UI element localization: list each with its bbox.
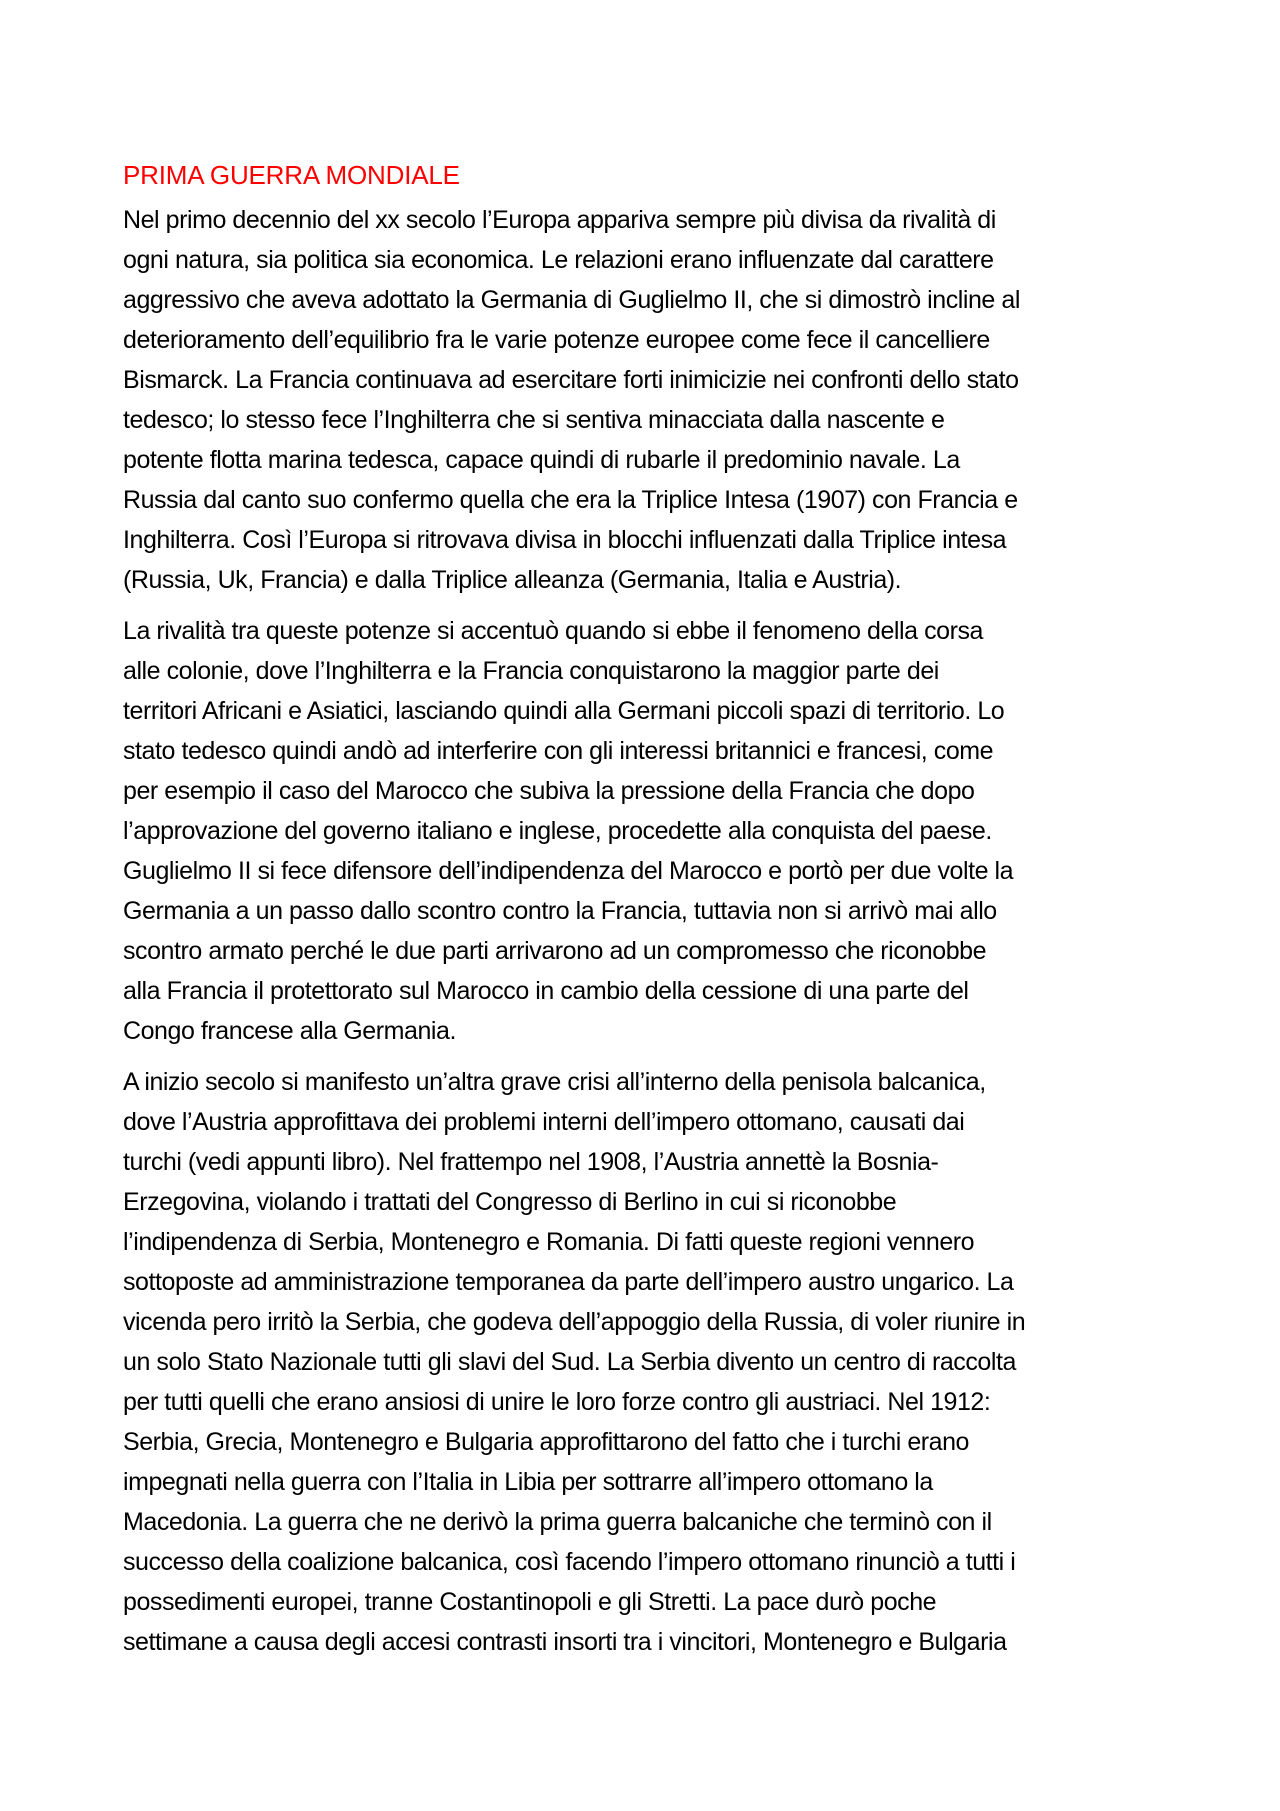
paragraph-1 bbox=[123, 200, 1177, 600]
paragraph-3 bbox=[123, 1062, 1177, 1662]
text-line: aggressivo che aveva adottato la Germania di Guglielmo II, che si dimostrò incline al bbox=[123, 286, 1020, 314]
text-line: potente flotta marina tedesca, capace quindi di rubarle il predominio navale. La bbox=[123, 446, 960, 474]
text-line: alle colonie, dove l’Inghilterra e la Francia conquistarono la maggior parte dei bbox=[123, 657, 939, 685]
paragraph-2 bbox=[123, 611, 1177, 1051]
text-line: Congo francese alla Germania. bbox=[123, 1017, 456, 1045]
text-line: Bismarck. La Francia continuava ad esercitare forti inimicizie nei confronti dello stato bbox=[123, 366, 1019, 394]
text-line: deterioramento dell’equilibrio fra le varie potenze europee come fece il cancelliere bbox=[123, 326, 990, 354]
text-line: tedesco; lo stesso fece l’Inghilterra che si sentiva minacciata dalla nascente e bbox=[123, 406, 945, 434]
text-line: ogni natura, sia politica sia economica. Le relazioni erano influenzate dal carattere bbox=[123, 246, 994, 274]
text-line: vicenda pero irritò la Serbia, che godeva dell’appoggio della Russia, di voler riunire in bbox=[123, 1308, 1026, 1336]
text-line: successo della coalizione balcanica, così facendo l’impero ottomano rinunciò a tutti i bbox=[123, 1548, 1016, 1576]
text-line: per esempio il caso del Marocco che subiva la pressione della Francia che dopo bbox=[123, 777, 975, 805]
text-line: La rivalità tra queste potenze si accentuò quando si ebbe il fenomeno della corsa bbox=[123, 617, 983, 645]
text-line: territori Africani e Asiatici, lasciando quindi alla Germani piccoli spazi di territorio. Lo bbox=[123, 697, 1005, 725]
text-line: impegnati nella guerra con l’Italia in Libia per sottrarre all’impero ottomano la bbox=[123, 1468, 933, 1496]
text-line: sottoposte ad amministrazione temporanea da parte dell’impero austro ungarico. La bbox=[123, 1268, 1014, 1296]
text-line: Germania a un passo dallo scontro contro la Francia, tuttavia non si arrivò mai allo bbox=[123, 897, 997, 925]
text-line: Nel primo decennio del xx secolo l’Europa appariva sempre più divisa da rivalità di bbox=[123, 206, 996, 234]
text-line: dove l’Austria approfittava dei problemi interni dell’impero ottomano, causati dai bbox=[123, 1108, 965, 1136]
text-line: (Russia, Uk, Francia) e dalla Triplice alleanza (Germania, Italia e Austria). bbox=[123, 566, 902, 594]
text-line: A inizio secolo si manifesto un’altra grave crisi all’interno della penisola balcanica, bbox=[123, 1068, 986, 1096]
text-line: possedimenti europei, tranne Costantinopoli e gli Stretti. La pace durò poche bbox=[123, 1588, 937, 1616]
text-line: scontro armato perché le due parti arrivarono ad un compromesso che riconobbe bbox=[123, 937, 987, 965]
text-line: per tutti quelli che erano ansiosi di unire le loro forze contro gli austriaci. Nel 1912: bbox=[123, 1388, 991, 1416]
text-line: Macedonia. La guerra che ne derivò la prima guerra balcaniche che terminò con il bbox=[123, 1508, 992, 1536]
text-line: l’indipendenza di Serbia, Montenegro e Romania. Di fatti queste regioni vennero bbox=[123, 1228, 975, 1256]
text-line: Inghilterra. Così l’Europa si ritrovava divisa in blocchi influenzati dalla Triplice intesa bbox=[123, 526, 1007, 554]
text-line: alla Francia il protettorato sul Marocco in cambio della cessione di una parte del bbox=[123, 977, 969, 1005]
text-line: stato tedesco quindi andò ad interferire con gli interessi britannici e francesi, come bbox=[123, 737, 994, 765]
text-line: l’approvazione del governo italiano e inglese, procedette alla conquista del paese. bbox=[123, 817, 992, 845]
document-title: PRIMA GUERRA MONDIALE bbox=[123, 160, 460, 190]
text-line: settimane a causa degli accesi contrasti insorti tra i vincitori, Montenegro e Bulgaria bbox=[123, 1628, 1007, 1656]
text-line: turchi (vedi appunti libro). Nel frattempo nel 1908, l’Austria annettè la Bosnia- bbox=[123, 1148, 939, 1176]
text-line: Serbia, Grecia, Montenegro e Bulgaria approfittarono del fatto che i turchi erano bbox=[123, 1428, 970, 1456]
document-body bbox=[123, 158, 1177, 1673]
text-line: Guglielmo II si fece difensore dell’indipendenza del Marocco e portò per due volte la bbox=[123, 857, 1014, 885]
text-line: un solo Stato Nazionale tutti gli slavi del Sud. La Serbia divento un centro di raccolta bbox=[123, 1348, 1016, 1376]
text-line: Russia dal canto suo confermo quella che era la Triplice Intesa (1907) con Francia e bbox=[123, 486, 1018, 514]
text-line: Erzegovina, violando i trattati del Congresso di Berlino in cui si riconobbe bbox=[123, 1188, 897, 1216]
